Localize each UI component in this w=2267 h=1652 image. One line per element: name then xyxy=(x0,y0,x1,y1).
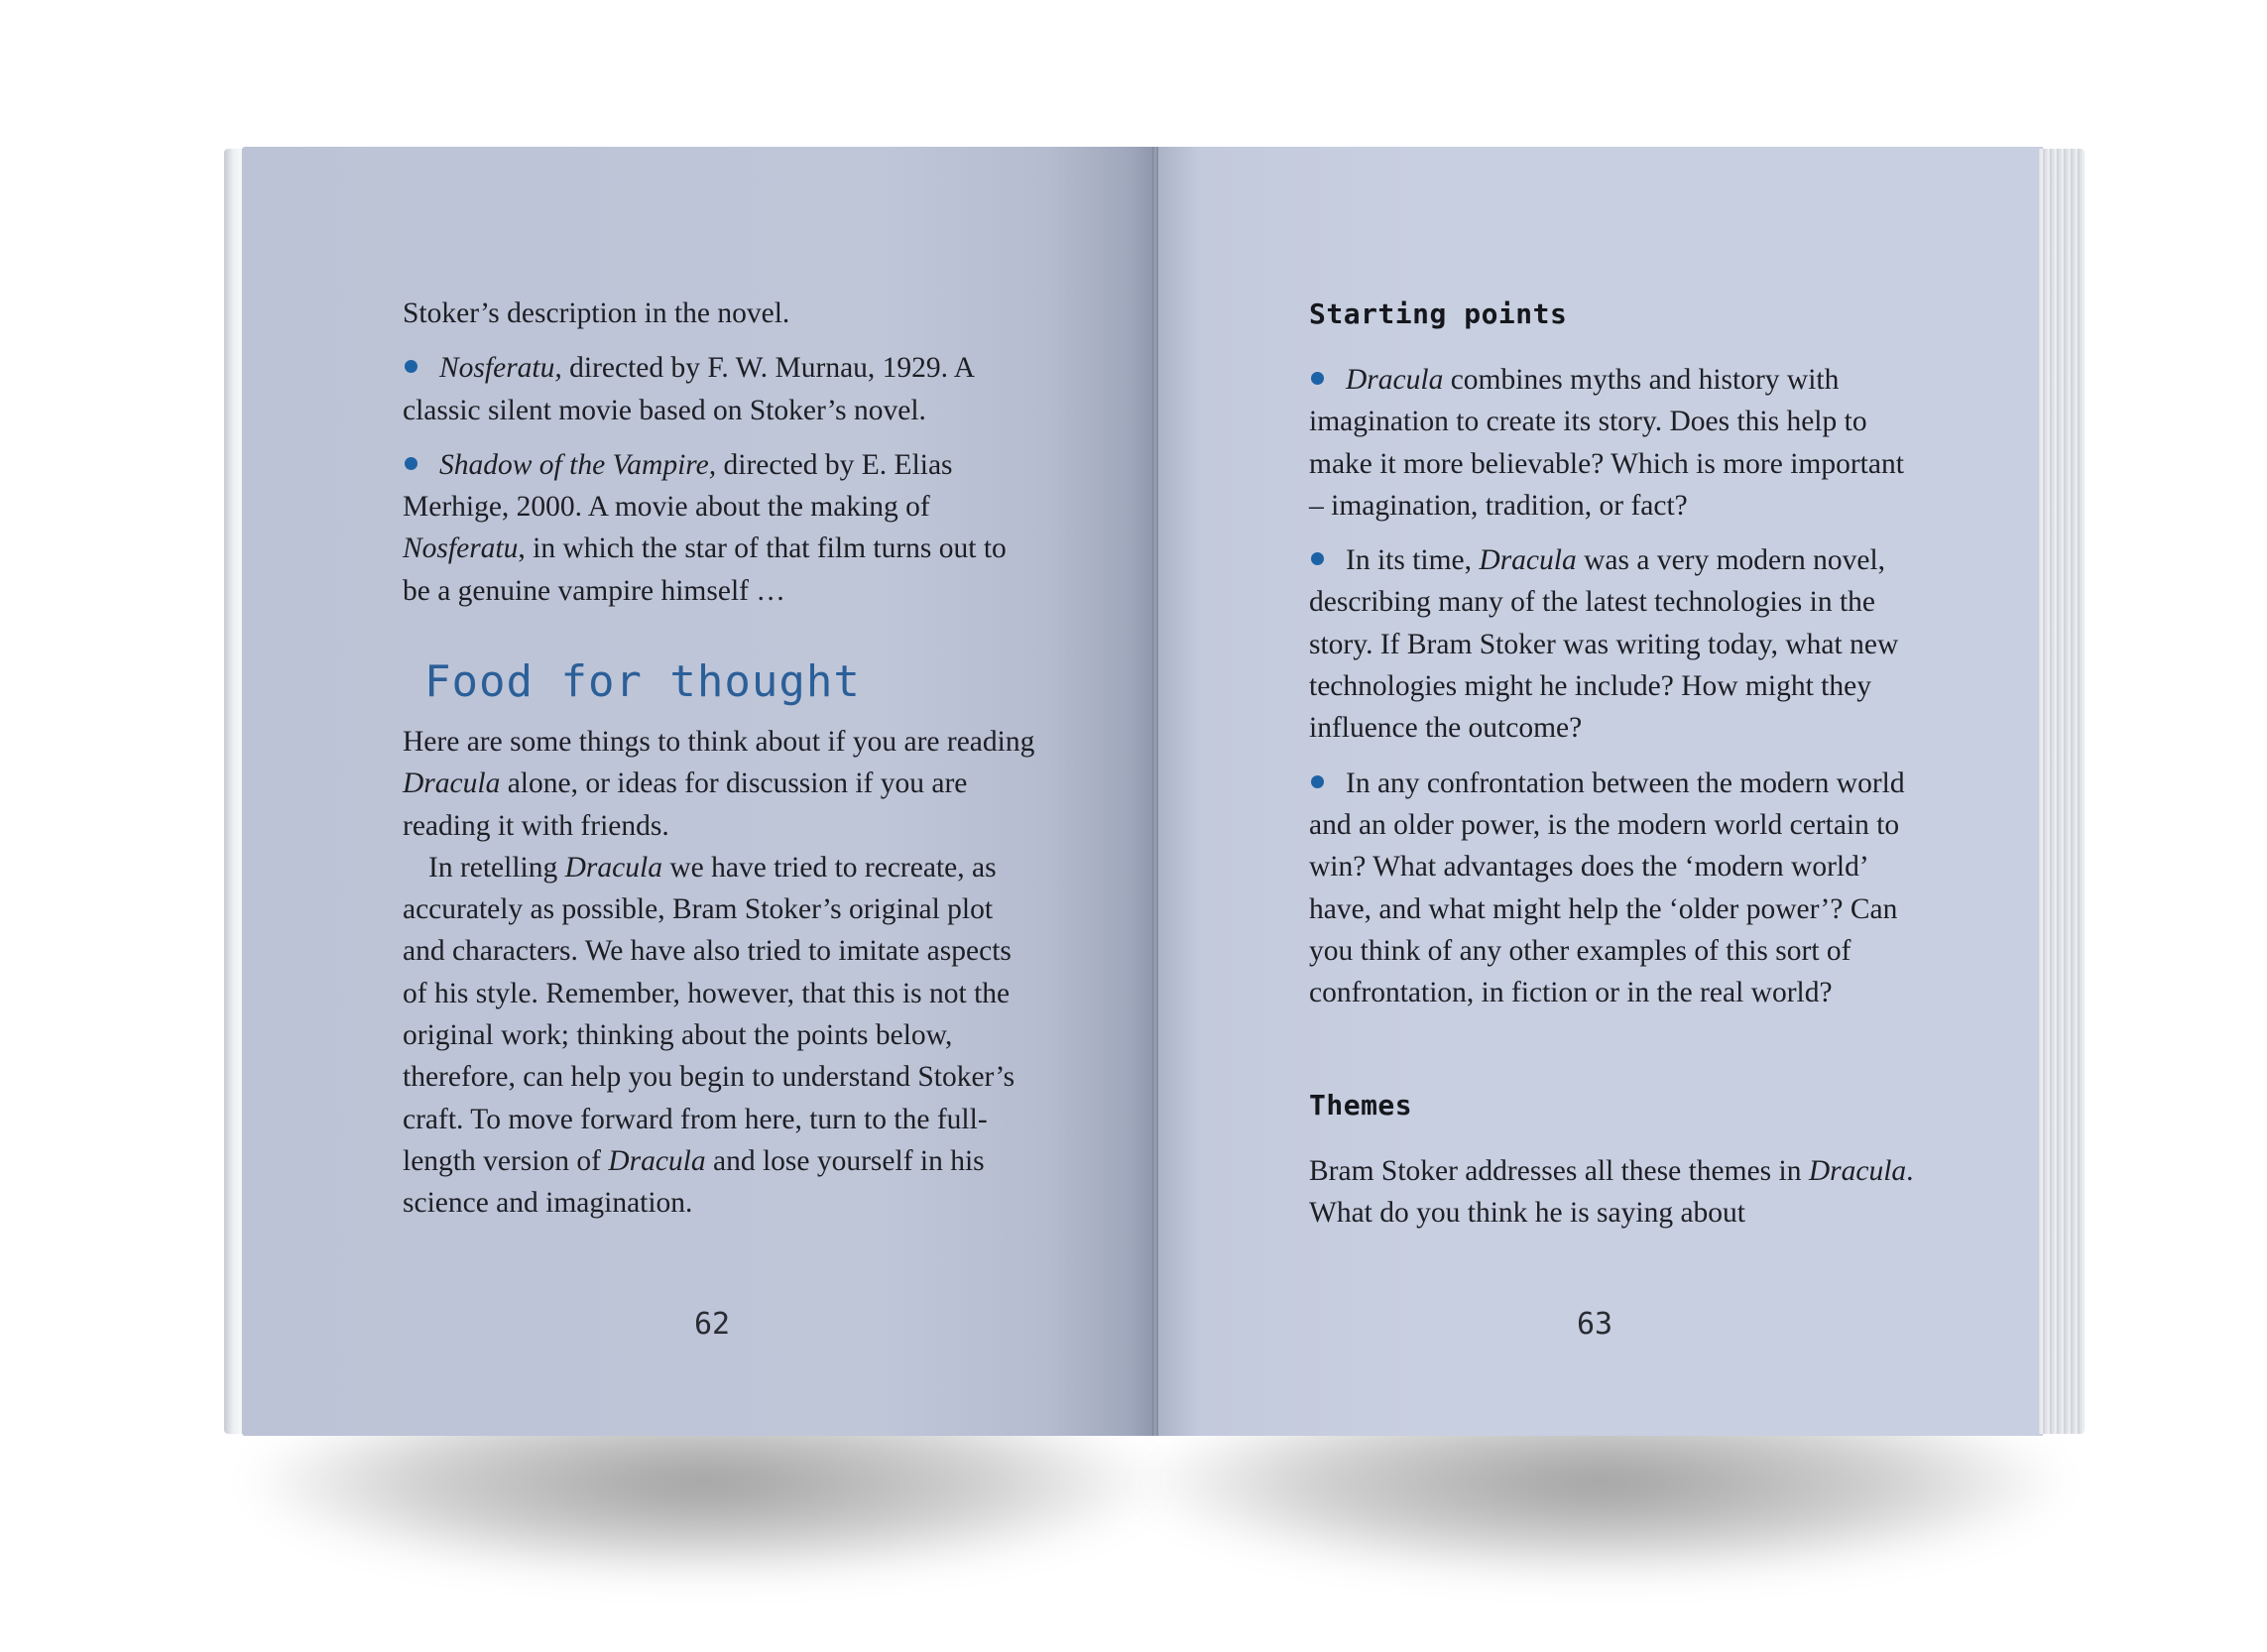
text-run: Bram Stoker addresses all these themes in xyxy=(1309,1155,1809,1187)
list-item xyxy=(403,347,1037,431)
text-run: we have tried to recreate, as accurately as possible, Bram Stoker’s original plot and characters. We have also tried to imitate aspects of his style. Remember, however, that this is not the original work; thinking about the points below, therefore, can help you begin to understand Stoker’s craft. To move forward from here, turn to the full-length version of xyxy=(403,851,1015,1177)
sub-heading: Themes xyxy=(1309,1089,1413,1121)
bullet-icon xyxy=(1311,372,1324,385)
book-title: Dracula xyxy=(1479,544,1577,577)
book-title: Dracula xyxy=(403,767,501,800)
film-description: directed by F. W. Murnau, 1929. A classic silent movie based on Stoker’s novel. xyxy=(403,352,974,426)
book-spine xyxy=(1152,147,1158,1436)
intro-paragraph xyxy=(403,721,1037,847)
text-run: Here are some things to think about if you are reading xyxy=(403,726,1035,758)
bullet-icon xyxy=(1311,775,1324,788)
book-title: Dracula xyxy=(564,851,662,884)
themes-paragraph xyxy=(1309,1150,1924,1235)
text-run: In retelling xyxy=(428,851,565,884)
bullet-icon xyxy=(405,457,418,470)
left-lower-text xyxy=(403,721,1037,1225)
left-upper-text xyxy=(403,293,1037,625)
sub-heading: Starting points xyxy=(1309,297,1568,330)
text-run: was a very modern novel, describing many of the latest technologies in the story. If Bram Stoker was writing today, what new technologies might he include? How might they influence the outcome? xyxy=(1309,544,1899,745)
list-item xyxy=(1309,763,1924,1014)
text-run: . What do you think he is saying about xyxy=(1309,1155,1914,1230)
text-run: In its time, xyxy=(1346,544,1480,577)
bullet-icon xyxy=(1311,552,1324,565)
text-run: and lose yourself in his science and imagination. xyxy=(403,1144,985,1220)
film-description: , in which the star of that film turns out to be a genuine vampire himself … xyxy=(403,532,1007,607)
text-run: alone, or ideas for discussion if you are reading it with friends. xyxy=(403,767,968,842)
book-title: Dracula xyxy=(608,1144,706,1177)
body-paragraph xyxy=(1309,1150,1924,1235)
text-run: combines myths and history with imagination to create its story. Does this help to make it more believable? Which is more important – imagination, tradition, or fact? xyxy=(1309,364,1904,522)
film-description: directed by E. Elias Merhige, 2000. A movie about the making of xyxy=(403,448,953,524)
list-item xyxy=(1309,359,1924,527)
right-bullets xyxy=(1309,359,1924,1026)
film-title-inline: Nosferatu xyxy=(403,532,519,565)
section-heading: Food for thought xyxy=(424,656,861,707)
list-item xyxy=(403,444,1037,612)
page-edges-right xyxy=(2039,149,2085,1434)
list-item xyxy=(1309,539,1924,749)
page-number: 63 xyxy=(1577,1307,1613,1342)
intro-line: Stoker’s description in the novel. xyxy=(403,297,790,329)
body-paragraph xyxy=(403,847,1037,1225)
film-title: Nosferatu, xyxy=(439,352,562,385)
bullet-icon xyxy=(405,360,418,373)
book-title: Dracula xyxy=(1808,1155,1907,1187)
film-title: Shadow of the Vampire, xyxy=(439,448,717,481)
text-run: In any confrontation between the modern world and an older power, is the modern world certain to win? What advantages does the ‘modern world’ have, and what might help the ‘older power’? Can you think of any other examples of this sort of confrontation, in fiction or in the real world? xyxy=(1309,767,1905,1009)
book-title: Dracula xyxy=(1346,364,1444,396)
page-number: 62 xyxy=(694,1307,731,1342)
